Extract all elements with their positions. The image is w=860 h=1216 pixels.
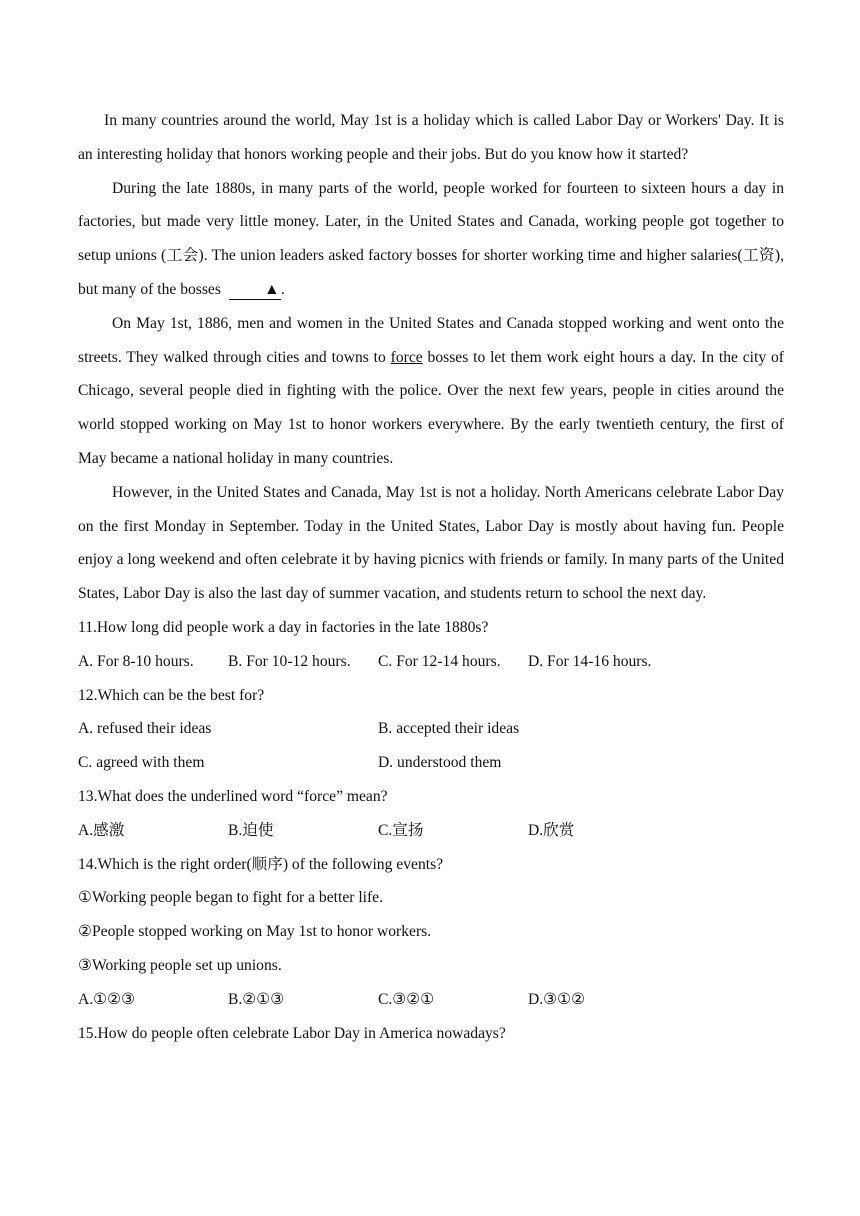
q14-event-2: ②People stopped working on May 1st to honor workers. [78,923,432,941]
paragraph-3-text-start: On May 1st, 1886, men and women in the United States and Canada stopped working and went onto the streets. They walked through cities and towns to [78,314,784,366]
question-14-options [78,983,784,1017]
q13-option-d: D.欣赏 [528,821,575,839]
paragraph-2-end: . [280,280,285,298]
question-14-stem: 14.Which is the right order(顺序) of the following events? [78,855,444,873]
paragraph-2-text: During the late 1880s, in many parts of the world, people worked for fourteen to sixteen hours a day in factories, but made very little money. Later, in the United States and Canada, working people got together to setup unions (工会). The union leaders asked factory bosses for shorter working time and higher salaries(工资), but many of the bosses [78,179,784,298]
q14-option-a: A.①②③ [78,990,136,1008]
q11-option-d: D. For 14-16 hours. [528,652,652,670]
q13-option-a: A.感激 [78,821,125,839]
q11-option-b: B. For 10-12 hours. [228,652,351,670]
answer-blank: ▲ [229,281,281,300]
passage-paragraph-4: However, in the United States and Canada, May 1st is not a holiday. North Americans celebrate Labor Day on the first Monday in September. Today in the United States, Labor Day is mostly about having fun. People enjoy a long weekend and often celebrate it by having picnics with friends or family. In many parts of the United States, Labor Day is also the last day of summer vacation, and students return to school the next day. [78,483,784,603]
q11-option-c: C. For 12-14 hours. [378,652,501,670]
question-12-options-row-1 [78,712,784,746]
underlined-word: force [390,348,423,366]
q13-option-c: C.宣扬 [378,821,424,839]
q14-event-1: ①Working people began to fight for a better life. [78,889,384,907]
q13-option-b: B.迫使 [228,821,274,839]
q12-option-a: A. refused their ideas [78,720,212,738]
question-11-options [78,645,784,679]
q12-option-c: C. agreed with them [78,754,205,772]
q14-option-c: C.③②① [378,990,435,1008]
question-13-options [78,814,784,848]
paragraph-3-text-end: bosses to let them work eight hours a day. In the city of Chicago, several people died in fighting with the police. Over the next few years, people in cities around the world stopped working on May 1st to honor workers everywhere. By the early twentieth century, the first of May became a national holiday in many countries. [78,348,784,467]
question-12-options-row-2 [78,746,784,780]
passage-paragraph-2 [78,172,784,307]
question-13-stem: 13.What does the underlined word “force” mean? [78,787,388,805]
q12-option-b: B. accepted their ideas [378,720,520,738]
q14-option-b: B.②①③ [228,990,285,1008]
question-12-stem: 12.Which can be the best for? [78,686,265,704]
q11-option-a: A. For 8-10 hours. [78,652,194,670]
q12-option-d: D. understood them [378,754,502,772]
reading-passage [78,104,784,1050]
passage-paragraph-1: In many countries around the world, May 1st is a holiday which is called Labor Day or Workers' Day. It is an interesting holiday that honors working people and their jobs. But do you know how it started? [78,112,784,163]
q14-event-3: ③Working people set up unions. [78,956,282,974]
question-11-stem: 11.How long did people work a day in factories in the late 1880s? [78,618,489,636]
question-15-stem: 15.How do people often celebrate Labor Day in America nowadays? [78,1024,506,1042]
q14-option-d: D.③①② [528,990,586,1008]
passage-paragraph-3 [78,307,784,476]
